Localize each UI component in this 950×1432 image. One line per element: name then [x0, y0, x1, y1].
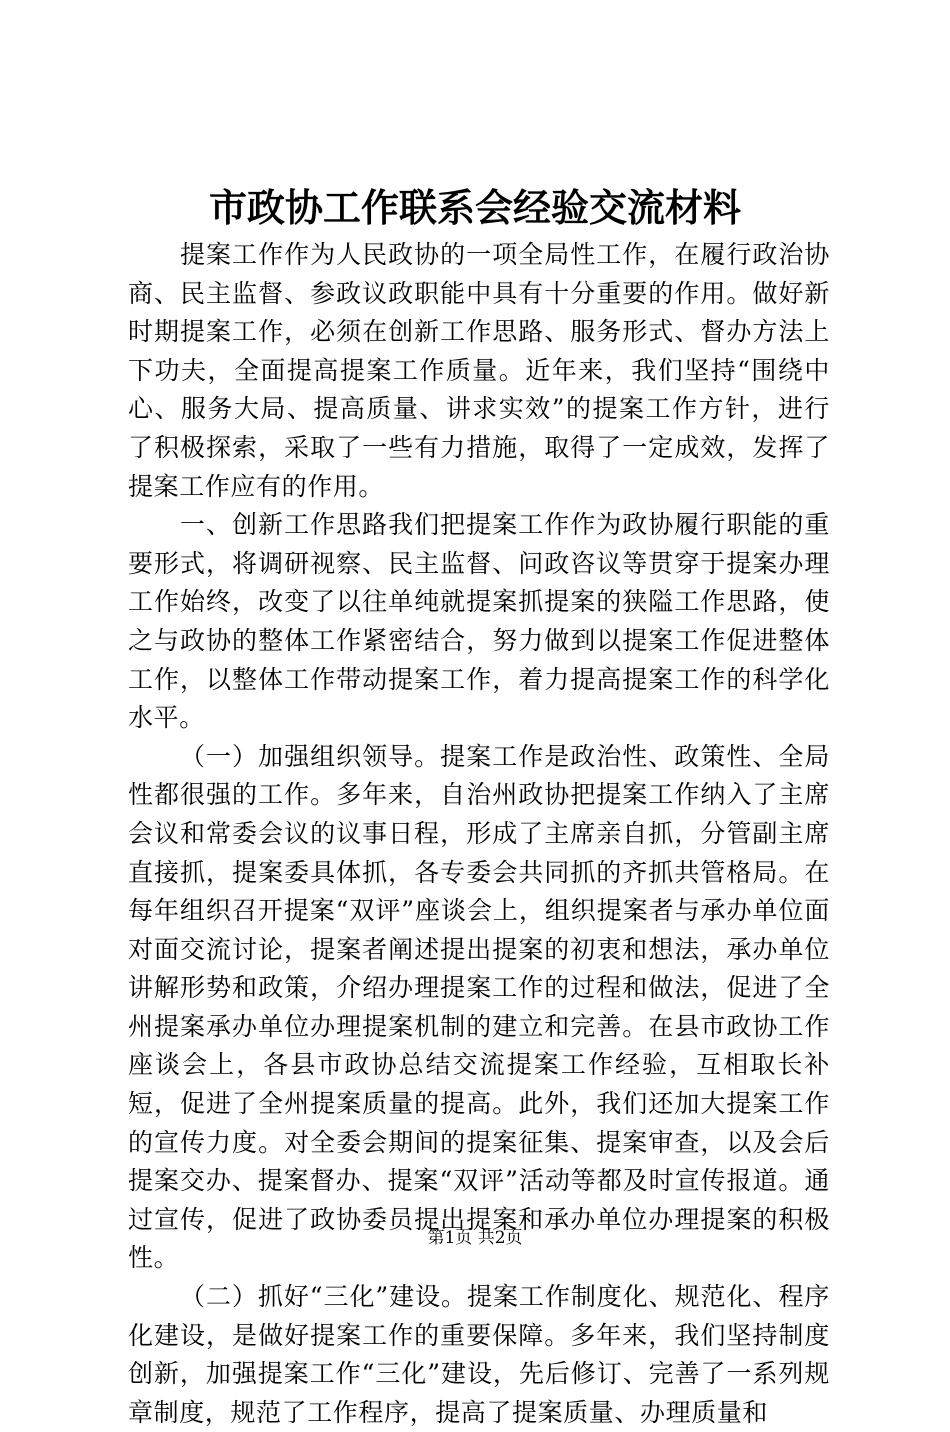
paragraph-subsection-one: （一）加强组织领导。提案工作是政治性、政策性、全局性都很强的工作。多年来，自治州政协把提案工作纳入了主席会议和常委会议的议事日程，形成了主席亲自抓，分管副主席直接抓，提案委具体抓，各专委会共同抓的齐抓共管格局。在每年组织召开提案“双评”座谈会上，组织提案者与承办单位面对面交流讨论，提案者阐述提出提案的初衷和想法，承办单位讲解形势和政策，介绍办理提案工作的过程和做法，促进了全州提案承办单位办理提案机制的建立和完善。在县市政协工作座谈会上，各县市政协总结交流提案工作经验，互相取长补短，促进了全州提案质量的提高。此外，我们还加大提案工作的宣传力度。对全委会期间的提案征集、提案审查，以及会后提案交办、提案督办、提案“双评”活动等都及时宣传报道。通过宣传，促进了政协委员提出提案和承办单位办理提案的积极性。 [128, 741, 830, 1273]
document-title: 市政协工作联系会经验交流材料 [208, 185, 741, 230]
paragraph-subsection-two: （二）抓好“三化”建设。提案工作制度化、规范化、程序化建设，是做好提案工作的重要保障。多年来，我们坚持制度创新，加强提案工作“三化”建设，先后修订、完善了一系列规章制度，规范了工作程序，提高了提案质量、办理质量和 [128, 1282, 830, 1427]
page-number-footer: 第1页 共2页 [427, 1228, 523, 1248]
paragraph-section-one: 一、创新工作思路我们把提案工作作为政协履行职能的重要形式，将调研视察、民主监督、问政咨议等贯穿于提案办理工作始终，改变了以往单纯就提案抓提案的狭隘工作思路，使之与政协的整体工作紧密结合，努力做到以提案工作促进整体工作，以整体工作带动提案工作，着力提高提案工作的科学化水平。 [128, 510, 830, 733]
document-body [128, 236, 830, 1432]
paragraph-intro: 提案工作作为人民政协的一项全局性工作，在履行政治协商、民主监督、参政议政职能中具有十分重要的作用。做好新时期提案工作，必须在创新工作思路、服务形式、督办方法上下功夫，全面提高提案工作质量。近年来，我们坚持“围绕中心、服务大局、提高质量、讲求实效”的提案工作方针，进行了积极探索，采取了一些有力措施，取得了一定成效，发挥了提案工作应有的作用。 [128, 240, 830, 501]
